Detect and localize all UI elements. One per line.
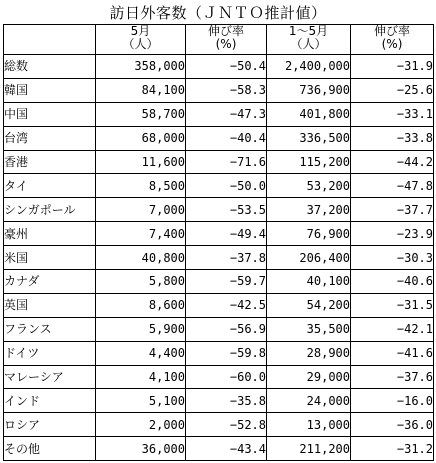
country-cell: インド <box>4 389 96 413</box>
ytd-rate-cell: −42.1 <box>351 317 434 341</box>
country-cell: タイ <box>4 174 96 198</box>
may-rate-cell: −52.8 <box>186 413 267 437</box>
table-row <box>4 341 434 365</box>
table-row <box>4 293 434 317</box>
may-visitors-cell: 40,800 <box>96 246 186 270</box>
ytd-visitors-cell: 76,900 <box>267 222 351 246</box>
ytd-rate-cell: −31.9 <box>351 55 434 79</box>
country-cell: カナダ <box>4 270 96 294</box>
ytd-visitors-cell: 401,800 <box>267 102 351 126</box>
ytd-rate-cell: −36.0 <box>351 413 434 437</box>
ytd-rate-cell: −23.9 <box>351 222 434 246</box>
table-row <box>4 150 434 174</box>
may-rate-cell: −47.3 <box>186 102 267 126</box>
may-visitors-cell: 84,100 <box>96 78 186 102</box>
may-visitors-cell: 11,600 <box>96 150 186 174</box>
visitor-stats-table <box>3 24 434 461</box>
may-rate-cell: −43.4 <box>186 437 267 461</box>
country-cell: その他 <box>4 437 96 461</box>
ytd-rate-cell: −40.6 <box>351 270 434 294</box>
may-rate-cell: −42.5 <box>186 293 267 317</box>
may-visitors-cell: 5,800 <box>96 270 186 294</box>
table-row <box>4 437 434 461</box>
ytd-visitors-cell: 28,900 <box>267 341 351 365</box>
may-rate-cell: −59.7 <box>186 270 267 294</box>
header-ytd-label: 1～5月 <box>288 24 329 38</box>
may-rate-cell: −58.3 <box>186 78 267 102</box>
ytd-visitors-cell: 54,200 <box>267 293 351 317</box>
table-row <box>4 102 434 126</box>
may-rate-cell: −71.6 <box>186 150 267 174</box>
ytd-visitors-cell: 115,200 <box>267 150 351 174</box>
ytd-visitors-cell: 336,500 <box>267 126 351 150</box>
may-visitors-cell: 5,100 <box>96 389 186 413</box>
may-visitors-cell: 358,000 <box>96 55 186 79</box>
table-row <box>4 389 434 413</box>
ytd-rate-cell: −33.1 <box>351 102 434 126</box>
may-visitors-cell: 8,500 <box>96 174 186 198</box>
may-visitors-cell: 58,700 <box>96 102 186 126</box>
table-row <box>4 365 434 389</box>
ytd-visitors-cell: 13,000 <box>267 413 351 437</box>
may-visitors-cell: 2,000 <box>96 413 186 437</box>
header-may-visitors <box>96 25 186 55</box>
table-row <box>4 174 434 198</box>
table-row <box>4 270 434 294</box>
ytd-rate-cell: −37.6 <box>351 365 434 389</box>
may-visitors-cell: 5,900 <box>96 317 186 341</box>
header-may-rate-label: 伸び率 <box>207 24 244 38</box>
ytd-visitors-cell: 24,000 <box>267 389 351 413</box>
country-cell: 総数 <box>4 55 96 79</box>
ytd-rate-cell: −33.8 <box>351 126 434 150</box>
ytd-rate-cell: −25.6 <box>351 78 434 102</box>
table-row <box>4 198 434 222</box>
may-visitors-cell: 68,000 <box>96 126 186 150</box>
country-cell: 英国 <box>4 293 96 317</box>
may-rate-cell: −56.9 <box>186 317 267 341</box>
country-cell: マレーシア <box>4 365 96 389</box>
ytd-visitors-cell: 211,200 <box>267 437 351 461</box>
may-visitors-cell: 7,000 <box>96 198 186 222</box>
header-ytd-rate <box>351 25 434 55</box>
header-ytd-visitors <box>267 25 351 55</box>
header-country <box>4 25 96 55</box>
country-cell: 豪州 <box>4 222 96 246</box>
header-ytd-rate-unit: (%) <box>381 37 403 51</box>
ytd-visitors-cell: 2,400,000 <box>267 55 351 79</box>
ytd-visitors-cell: 53,200 <box>267 174 351 198</box>
may-rate-cell: −53.5 <box>186 198 267 222</box>
may-rate-cell: −35.8 <box>186 389 267 413</box>
may-rate-cell: −50.0 <box>186 174 267 198</box>
table-row <box>4 78 434 102</box>
table-row <box>4 246 434 270</box>
may-rate-cell: −59.8 <box>186 341 267 365</box>
ytd-visitors-cell: 35,500 <box>267 317 351 341</box>
table-row <box>4 413 434 437</box>
may-rate-cell: −40.4 <box>186 126 267 150</box>
may-visitors-cell: 7,400 <box>96 222 186 246</box>
ytd-rate-cell: −44.2 <box>351 150 434 174</box>
ytd-rate-cell: −31.2 <box>351 437 434 461</box>
country-cell: 香港 <box>4 150 96 174</box>
may-rate-cell: −49.4 <box>186 222 267 246</box>
header-ytd-rate-label: 伸び率 <box>373 24 410 38</box>
country-cell: 中国 <box>4 102 96 126</box>
header-may-unit: （人） <box>122 37 159 51</box>
header-may-rate <box>186 25 267 55</box>
country-cell: 韓国 <box>4 78 96 102</box>
ytd-rate-cell: −47.8 <box>351 174 434 198</box>
table-row <box>4 317 434 341</box>
ytd-visitors-cell: 206,400 <box>267 246 351 270</box>
country-cell: 台湾 <box>4 126 96 150</box>
may-rate-cell: −50.4 <box>186 55 267 79</box>
table-row <box>4 222 434 246</box>
country-cell: 米国 <box>4 246 96 270</box>
table-title: 訪日外客数（ＪＮＴＯ推計値） <box>109 4 327 22</box>
table-row <box>4 126 434 150</box>
country-cell: ロシア <box>4 413 96 437</box>
table-row <box>4 55 434 79</box>
ytd-rate-cell: −30.3 <box>351 246 434 270</box>
may-visitors-cell: 8,600 <box>96 293 186 317</box>
ytd-rate-cell: −16.0 <box>351 389 434 413</box>
header-may-rate-unit: (%) <box>215 37 237 51</box>
ytd-visitors-cell: 40,100 <box>267 270 351 294</box>
ytd-visitors-cell: 29,000 <box>267 365 351 389</box>
may-rate-cell: −37.8 <box>186 246 267 270</box>
ytd-rate-cell: −41.6 <box>351 341 434 365</box>
may-visitors-cell: 36,000 <box>96 437 186 461</box>
may-rate-cell: −60.0 <box>186 365 267 389</box>
ytd-rate-cell: −37.7 <box>351 198 434 222</box>
ytd-visitors-cell: 736,900 <box>267 78 351 102</box>
header-may-label: 5月 <box>130 24 151 38</box>
may-visitors-cell: 4,100 <box>96 365 186 389</box>
country-cell: フランス <box>4 317 96 341</box>
header-ytd-unit: （人） <box>290 37 327 51</box>
header-row <box>4 25 434 55</box>
country-cell: ドイツ <box>4 341 96 365</box>
may-visitors-cell: 4,400 <box>96 341 186 365</box>
country-cell: シンガポール <box>4 198 96 222</box>
ytd-rate-cell: −31.5 <box>351 293 434 317</box>
ytd-visitors-cell: 37,200 <box>267 198 351 222</box>
